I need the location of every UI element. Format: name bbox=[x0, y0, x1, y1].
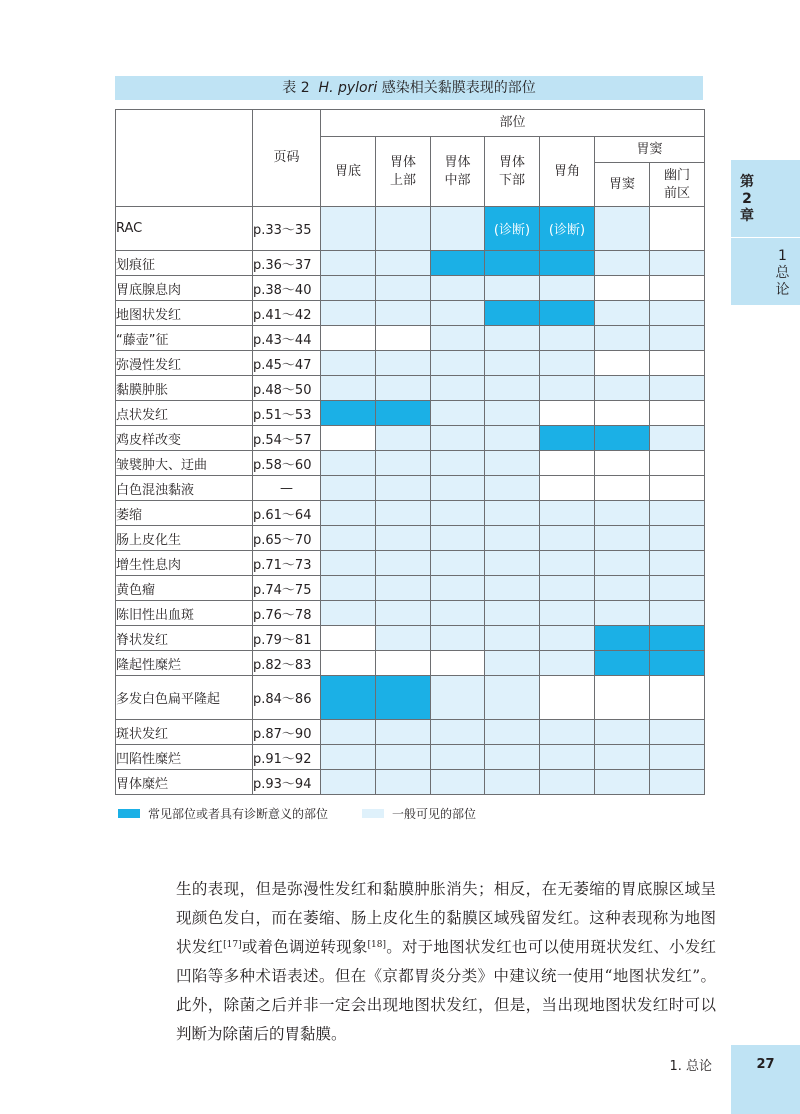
legend bbox=[118, 805, 476, 822]
cell-prepyloric bbox=[650, 526, 705, 551]
body-text-part-2: 或着色调逆转现象 bbox=[241, 938, 368, 956]
cell-lower-body bbox=[485, 626, 540, 651]
cell-angle bbox=[540, 551, 595, 576]
cell-antrum bbox=[595, 276, 650, 301]
cell-middle-body bbox=[431, 451, 485, 476]
cell-lower-body bbox=[485, 770, 540, 795]
row-finding-name: 黏膜肿胀 bbox=[116, 376, 253, 401]
section-label: 1 总 论 bbox=[775, 248, 790, 298]
row-page-ref: p.43～44 bbox=[253, 326, 321, 351]
side-tab-divider bbox=[731, 237, 800, 238]
cell-antrum bbox=[595, 626, 650, 651]
row-page-ref: p.51～53 bbox=[253, 401, 321, 426]
cell-prepyloric bbox=[650, 376, 705, 401]
cell-lower-body: (诊断) bbox=[485, 207, 540, 251]
row-page-ref: p.84～86 bbox=[253, 676, 321, 720]
cell-angle bbox=[540, 651, 595, 676]
cell-fundus bbox=[321, 526, 376, 551]
cell-fundus bbox=[321, 476, 376, 501]
cell-angle bbox=[540, 626, 595, 651]
header-upper-body: 胃体 上部 bbox=[376, 137, 431, 207]
cell-angle bbox=[540, 770, 595, 795]
cell-fundus bbox=[321, 601, 376, 626]
table-row bbox=[116, 551, 705, 576]
row-finding-name: 凹陷性糜烂 bbox=[116, 745, 253, 770]
cell-upper-body bbox=[376, 476, 431, 501]
cell-fundus bbox=[321, 301, 376, 326]
legend-swatch-primary bbox=[118, 809, 140, 818]
row-page-ref: p.54～57 bbox=[253, 426, 321, 451]
row-finding-name: 隆起性糜烂 bbox=[116, 651, 253, 676]
row-finding-name: 弥漫性发红 bbox=[116, 351, 253, 376]
cell-fundus bbox=[321, 551, 376, 576]
cell-lower-body bbox=[485, 351, 540, 376]
row-finding-name: 鸡皮样改变 bbox=[116, 426, 253, 451]
cell-middle-body bbox=[431, 526, 485, 551]
cell-prepyloric bbox=[650, 745, 705, 770]
cell-lower-body bbox=[485, 720, 540, 745]
cell-fundus bbox=[321, 376, 376, 401]
cell-antrum bbox=[595, 576, 650, 601]
table-row bbox=[116, 476, 705, 501]
header-page: 页码 bbox=[253, 110, 321, 207]
row-finding-name: 皱襞肿大、迂曲 bbox=[116, 451, 253, 476]
cell-upper-body bbox=[376, 451, 431, 476]
table-row bbox=[116, 207, 705, 251]
body-text-part-1: 生的表现，但是弥漫性发红和黏膜肿胀消失；相反，在无萎缩的胃底腺区域呈现颜色发白，而在萎缩、肠上皮化生的黏膜区域残留发红。这种表现称为地图状发红 bbox=[176, 880, 716, 956]
table-row bbox=[116, 401, 705, 426]
cell-middle-body bbox=[431, 501, 485, 526]
legend-secondary-label: 一般可见的部位 bbox=[392, 807, 477, 821]
cell-lower-body bbox=[485, 426, 540, 451]
cell-fundus bbox=[321, 351, 376, 376]
row-finding-name: 萎缩 bbox=[116, 501, 253, 526]
row-page-ref: p.76～78 bbox=[253, 601, 321, 626]
cell-angle bbox=[540, 251, 595, 276]
row-page-ref: — bbox=[253, 476, 321, 501]
row-page-ref: p.36～37 bbox=[253, 251, 321, 276]
cell-fundus bbox=[321, 251, 376, 276]
cell-prepyloric bbox=[650, 651, 705, 676]
caption-species: H. pylori bbox=[318, 80, 378, 96]
table-row bbox=[116, 720, 705, 745]
cell-prepyloric bbox=[650, 426, 705, 451]
header-prepyloric: 幽门 前区 bbox=[650, 163, 705, 207]
cell-antrum bbox=[595, 770, 650, 795]
row-finding-name: 脊状发红 bbox=[116, 626, 253, 651]
table-caption bbox=[115, 76, 703, 100]
cell-middle-body bbox=[431, 401, 485, 426]
cell-fundus bbox=[321, 576, 376, 601]
cell-lower-body bbox=[485, 326, 540, 351]
cell-middle-body bbox=[431, 576, 485, 601]
row-finding-name: 陈旧性出血斑 bbox=[116, 601, 253, 626]
caption-prefix: 表 2 bbox=[282, 80, 310, 96]
cell-upper-body bbox=[376, 551, 431, 576]
cell-middle-body bbox=[431, 676, 485, 720]
cell-fundus bbox=[321, 651, 376, 676]
header-name-blank bbox=[116, 110, 253, 207]
table-row bbox=[116, 676, 705, 720]
cell-lower-body bbox=[485, 526, 540, 551]
cell-antrum bbox=[595, 676, 650, 720]
cell-lower-body bbox=[485, 551, 540, 576]
table-row bbox=[116, 770, 705, 795]
table-row bbox=[116, 451, 705, 476]
table-row bbox=[116, 251, 705, 276]
cell-angle bbox=[540, 476, 595, 501]
cell-prepyloric bbox=[650, 676, 705, 720]
table-row bbox=[116, 576, 705, 601]
row-page-ref: p.41～42 bbox=[253, 301, 321, 326]
cell-angle: (诊断) bbox=[540, 207, 595, 251]
row-page-ref: p.61～64 bbox=[253, 501, 321, 526]
cell-prepyloric bbox=[650, 351, 705, 376]
legend-swatch-secondary bbox=[362, 809, 384, 818]
cell-fundus bbox=[321, 401, 376, 426]
cell-middle-body bbox=[431, 301, 485, 326]
cell-antrum bbox=[595, 526, 650, 551]
cell-fundus bbox=[321, 501, 376, 526]
cell-prepyloric bbox=[650, 276, 705, 301]
cell-lower-body bbox=[485, 401, 540, 426]
cell-middle-body bbox=[431, 601, 485, 626]
cell-lower-body bbox=[485, 301, 540, 326]
cell-lower-body bbox=[485, 745, 540, 770]
cell-prepyloric bbox=[650, 251, 705, 276]
cell-upper-body bbox=[376, 207, 431, 251]
table-row bbox=[116, 526, 705, 551]
cell-prepyloric bbox=[650, 451, 705, 476]
cell-fundus bbox=[321, 626, 376, 651]
table-row bbox=[116, 501, 705, 526]
cell-upper-body bbox=[376, 426, 431, 451]
citation-17: [17] bbox=[223, 940, 242, 950]
cell-upper-body bbox=[376, 376, 431, 401]
header-site-group: 部位 bbox=[321, 110, 705, 137]
row-page-ref: p.65～70 bbox=[253, 526, 321, 551]
header-antrum-group: 胃窦 bbox=[595, 137, 705, 163]
row-page-ref: p.91～92 bbox=[253, 745, 321, 770]
cell-antrum bbox=[595, 251, 650, 276]
row-finding-name: 增生性息肉 bbox=[116, 551, 253, 576]
cell-angle bbox=[540, 426, 595, 451]
footer-section-label: 1. 总论 bbox=[669, 1059, 712, 1074]
cell-angle bbox=[540, 401, 595, 426]
cell-fundus bbox=[321, 326, 376, 351]
row-page-ref: p.93～94 bbox=[253, 770, 321, 795]
cell-prepyloric bbox=[650, 626, 705, 651]
cell-middle-body bbox=[431, 720, 485, 745]
table-row bbox=[116, 301, 705, 326]
row-finding-name: 白色混浊黏液 bbox=[116, 476, 253, 501]
row-finding-name: 黄色瘤 bbox=[116, 576, 253, 601]
cell-upper-body bbox=[376, 770, 431, 795]
cell-middle-body bbox=[431, 326, 485, 351]
cell-prepyloric bbox=[650, 326, 705, 351]
cell-middle-body bbox=[431, 626, 485, 651]
body-paragraph bbox=[176, 875, 716, 1049]
cell-prepyloric bbox=[650, 207, 705, 251]
row-finding-name: 胃体糜烂 bbox=[116, 770, 253, 795]
cell-lower-body bbox=[485, 476, 540, 501]
row-page-ref: p.33～35 bbox=[253, 207, 321, 251]
table-row bbox=[116, 745, 705, 770]
cell-antrum bbox=[595, 207, 650, 251]
cell-angle bbox=[540, 326, 595, 351]
cell-upper-body bbox=[376, 720, 431, 745]
row-page-ref: p.38～40 bbox=[253, 276, 321, 301]
cell-middle-body bbox=[431, 207, 485, 251]
cell-upper-body bbox=[376, 601, 431, 626]
cell-fundus bbox=[321, 770, 376, 795]
cell-prepyloric bbox=[650, 301, 705, 326]
table-body bbox=[116, 207, 705, 795]
table-row bbox=[116, 326, 705, 351]
row-finding-name: 划痕征 bbox=[116, 251, 253, 276]
cell-antrum bbox=[595, 301, 650, 326]
cell-antrum bbox=[595, 451, 650, 476]
row-page-ref: p.74～75 bbox=[253, 576, 321, 601]
cell-upper-body bbox=[376, 626, 431, 651]
cell-prepyloric bbox=[650, 720, 705, 745]
row-page-ref: p.48～50 bbox=[253, 376, 321, 401]
cell-lower-body bbox=[485, 501, 540, 526]
caption-rest: 感染相关黏膜表现的部位 bbox=[377, 80, 536, 96]
cell-antrum bbox=[595, 351, 650, 376]
cell-upper-body bbox=[376, 301, 431, 326]
cell-antrum bbox=[595, 376, 650, 401]
row-finding-name: 肠上皮化生 bbox=[116, 526, 253, 551]
cell-fundus bbox=[321, 276, 376, 301]
row-finding-name: 多发白色扁平隆起 bbox=[116, 676, 253, 720]
header-middle-body: 胃体 中部 bbox=[431, 137, 485, 207]
row-finding-name: 点状发红 bbox=[116, 401, 253, 426]
citation-18: [18] bbox=[367, 940, 387, 950]
page-number: 27 bbox=[731, 1045, 800, 1114]
cell-upper-body bbox=[376, 526, 431, 551]
cell-prepyloric bbox=[650, 401, 705, 426]
cell-lower-body bbox=[485, 251, 540, 276]
chapter-label: 第 2 章 bbox=[740, 174, 754, 224]
header-angle: 胃角 bbox=[540, 137, 595, 207]
cell-upper-body bbox=[376, 501, 431, 526]
cell-middle-body bbox=[431, 351, 485, 376]
row-finding-name: 地图状发红 bbox=[116, 301, 253, 326]
cell-fundus bbox=[321, 451, 376, 476]
cell-upper-body bbox=[376, 651, 431, 676]
cell-lower-body bbox=[485, 376, 540, 401]
cell-angle bbox=[540, 301, 595, 326]
cell-angle bbox=[540, 351, 595, 376]
cell-angle bbox=[540, 720, 595, 745]
row-page-ref: p.79～81 bbox=[253, 626, 321, 651]
cell-angle bbox=[540, 526, 595, 551]
row-page-ref: p.87～90 bbox=[253, 720, 321, 745]
cell-upper-body bbox=[376, 745, 431, 770]
row-finding-name: 胃底腺息肉 bbox=[116, 276, 253, 301]
row-finding-name: RAC bbox=[116, 207, 253, 251]
row-page-ref: p.45～47 bbox=[253, 351, 321, 376]
header-antrum: 胃窦 bbox=[595, 163, 650, 207]
cell-lower-body bbox=[485, 576, 540, 601]
cell-antrum bbox=[595, 601, 650, 626]
row-finding-name: 斑状发红 bbox=[116, 720, 253, 745]
findings-table bbox=[115, 109, 705, 795]
cell-lower-body bbox=[485, 451, 540, 476]
cell-middle-body bbox=[431, 745, 485, 770]
cell-antrum bbox=[595, 651, 650, 676]
cell-fundus bbox=[321, 676, 376, 720]
cell-prepyloric bbox=[650, 770, 705, 795]
cell-lower-body bbox=[485, 651, 540, 676]
table-row bbox=[116, 376, 705, 401]
cell-upper-body bbox=[376, 251, 431, 276]
cell-prepyloric bbox=[650, 501, 705, 526]
table-row bbox=[116, 426, 705, 451]
cell-antrum bbox=[595, 551, 650, 576]
cell-upper-body bbox=[376, 401, 431, 426]
table-row bbox=[116, 276, 705, 301]
cell-antrum bbox=[595, 745, 650, 770]
cell-middle-body bbox=[431, 551, 485, 576]
cell-middle-body bbox=[431, 651, 485, 676]
cell-lower-body bbox=[485, 276, 540, 301]
cell-prepyloric bbox=[650, 476, 705, 501]
cell-lower-body bbox=[485, 676, 540, 720]
cell-prepyloric bbox=[650, 576, 705, 601]
cell-lower-body bbox=[485, 601, 540, 626]
cell-angle bbox=[540, 376, 595, 401]
cell-angle bbox=[540, 501, 595, 526]
cell-middle-body bbox=[431, 251, 485, 276]
cell-upper-body bbox=[376, 326, 431, 351]
row-finding-name: “藤壶”征 bbox=[116, 326, 253, 351]
legend-primary-label: 常见部位或者具有诊断意义的部位 bbox=[148, 807, 329, 821]
cell-fundus bbox=[321, 207, 376, 251]
table-row bbox=[116, 351, 705, 376]
cell-prepyloric bbox=[650, 551, 705, 576]
cell-antrum bbox=[595, 401, 650, 426]
table-row bbox=[116, 601, 705, 626]
cell-antrum bbox=[595, 476, 650, 501]
cell-fundus bbox=[321, 720, 376, 745]
cell-middle-body bbox=[431, 276, 485, 301]
cell-fundus bbox=[321, 745, 376, 770]
cell-angle bbox=[540, 451, 595, 476]
cell-upper-body bbox=[376, 676, 431, 720]
row-page-ref: p.58～60 bbox=[253, 451, 321, 476]
cell-antrum bbox=[595, 426, 650, 451]
cell-angle bbox=[540, 276, 595, 301]
cell-middle-body bbox=[431, 770, 485, 795]
cell-prepyloric bbox=[650, 601, 705, 626]
cell-angle bbox=[540, 576, 595, 601]
cell-middle-body bbox=[431, 376, 485, 401]
table-row bbox=[116, 651, 705, 676]
cell-antrum bbox=[595, 501, 650, 526]
header-fundus: 胃底 bbox=[321, 137, 376, 207]
cell-upper-body bbox=[376, 351, 431, 376]
header-lower-body: 胃体 下部 bbox=[485, 137, 540, 207]
row-page-ref: p.82～83 bbox=[253, 651, 321, 676]
cell-upper-body bbox=[376, 276, 431, 301]
row-page-ref: p.71～73 bbox=[253, 551, 321, 576]
cell-fundus bbox=[321, 426, 376, 451]
cell-antrum bbox=[595, 720, 650, 745]
cell-middle-body bbox=[431, 476, 485, 501]
table-row bbox=[116, 626, 705, 651]
cell-angle bbox=[540, 676, 595, 720]
body-text-part-3: 。对于地图状发红也可以使用斑状发红、小发红凹陷等多种术语表述。但在《京都胃炎分类》中建议统一使用“地图状发红”。此外，除菌之后并非一定会出现地图状发红，但是，当出现地图状发红时可以判断为除菌后的胃黏膜。 bbox=[176, 938, 716, 1043]
cell-angle bbox=[540, 745, 595, 770]
cell-middle-body bbox=[431, 426, 485, 451]
chapter-side-tab bbox=[731, 160, 800, 305]
cell-angle bbox=[540, 601, 595, 626]
cell-antrum bbox=[595, 326, 650, 351]
cell-upper-body bbox=[376, 576, 431, 601]
